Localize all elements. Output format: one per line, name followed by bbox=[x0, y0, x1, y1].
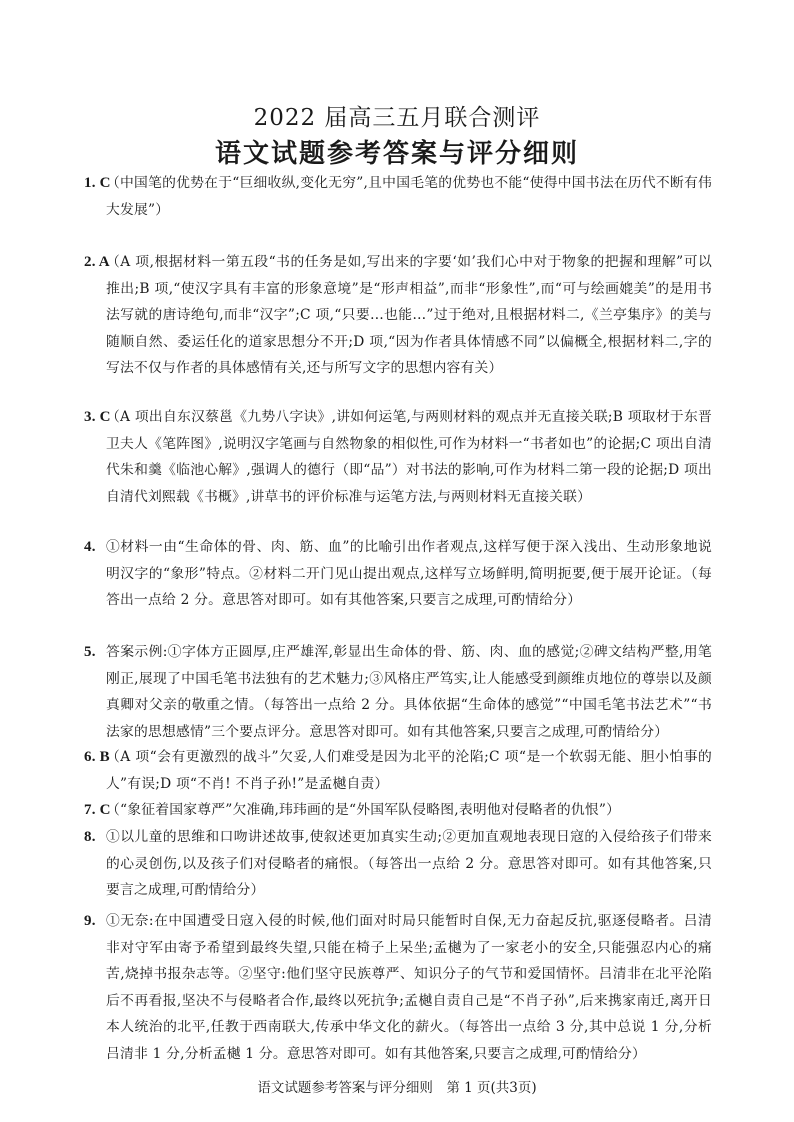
answer-text: （“象征着国家尊严”欠准确,玮玮画的是“外国军队侵略图,表明他对侵略者的仇恨”） bbox=[106, 802, 621, 818]
answer-item-7 bbox=[84, 797, 712, 824]
answer-number: 5. bbox=[84, 644, 96, 660]
answer-number: 3. C bbox=[84, 409, 111, 425]
answer-item-2 bbox=[84, 249, 712, 382]
answer-text: （A 项“会有更激烈的战斗”欠妥,人们难受是因为北平的沦陷;C 项“是一个软弱无能、胆小怕事的人”有误;D 项“不肖! 不肖子孙!”是孟樾自责） bbox=[106, 749, 712, 792]
answer-number: 2. A bbox=[84, 254, 110, 270]
answer-number: 7. C bbox=[84, 802, 111, 818]
page-footer: 语文试题参考答案与评分细则 第 1 页(共3页) bbox=[257, 1080, 537, 1096]
answer-text: ①无奈:在中国遭受日寇入侵的时候,他们面对时局只能暂时自保,无力奋起反抗,驱逐侵略者。吕清非对守军由寄予希望到最终失望,只能在椅子上呆坐;孟樾为了一家老小的安全,只能强忍内心的痛苦,烧掉书报杂志等。②坚守:他们坚守民族尊严、知识分子的气节和爱国情怀。吕清非在北平沦陷后不再看报,坚决不与侵略者合作,最终以死抗争;孟樾自责自己是“不肖子孙”,后来携家南迁,离开日本人统治的北平,任教于西南联大,传承中华文化的薪火。（每答出一点给 3 分,其中总说 1 分,分析吕清非 1 分,分析孟樾 1 分。意思答对即可。如有其他答案,只要言之成理,可酌情给分） bbox=[106, 913, 712, 1062]
answer-item-8 bbox=[84, 824, 712, 904]
answer-text: ①以儿童的思维和口吻讲述故事,使叙述更加真实生动;②更加直观地表现日寇的入侵给孩子们带来的心灵创伤,以及孩子们对侵略者的痛恨。（每答出一点给 2 分。意思答对即可。如有其他答案,只要言之成理,可酌情给分） bbox=[106, 829, 712, 898]
answer-text: （A 项出自东汉蔡邕《九势八字诀》,讲如何运笔,与两则材料的观点并无直接关联;B 项取材于东晋卫夫人《笔阵图》,说明汉字笔画与自然物象的相似性,可作为材料一“书者如也”的论据;C 项出自清代朱和羹《临池心解》,强调人的德行（即“品”）对书法的影响,可作为材料二第一段的论据;D 项出自清代刘熙载《书概》,讲草书的评价标准与运笔方法,与两则材料无直接关联） bbox=[106, 409, 712, 505]
answer-number: 8. bbox=[84, 829, 96, 845]
answer-text: （A 项,根据材料一第五段“书的任务是如,写出来的字要‘如’我们心中对于物象的把握和理解”可以推出;B 项,“使汉字具有丰富的形象意境”是“形声相益”,而非“形象性”,而“可与绘画媲美”的是用书法写就的唐诗绝句,而非“汉字”;C 项,“只要…也能…”过于绝对,且根据材料二,《兰亭集序》的美与随顺自然、委运任化的道家思想分不开;D 项,“因为作者具体情感不同”以偏概全,根据材料二,字的写法不仅与作者的具体感情有关,还与所写文字的思想内容有关） bbox=[106, 254, 712, 376]
answer-item-6 bbox=[84, 744, 712, 797]
answer-number: 6. B bbox=[84, 749, 110, 765]
answer-text: ①材料一由“生命体的骨、肉、筋、血”的比喻引出作者观点,这样写便于深入浅出、生动形象地说明汉字的“象形”特点。②材料二开门见山提出观点,这样写立场鲜明,简明扼要,便于展开论证。（每答出一点给 2 分。意思答对即可。如有其他答案,只要言之成理,可酌情给分） bbox=[106, 539, 712, 608]
answer-item-4 bbox=[84, 534, 712, 614]
answer-number: 9. bbox=[84, 913, 96, 929]
answer-item-5 bbox=[84, 639, 712, 745]
answer-item-1 bbox=[84, 170, 712, 223]
answer-item-3 bbox=[84, 404, 712, 510]
answer-number: 1. C bbox=[84, 175, 111, 191]
exam-title: 2022 届高三五月联合测评 bbox=[253, 105, 541, 131]
answer-text: （中国笔的优势在于“巨细收纵,变化无穷”,且中国毛笔的优势也不能“使得中国书法在历代不断有伟大发展”） bbox=[106, 175, 712, 218]
answer-number: 4. bbox=[84, 539, 96, 555]
answer-text: 答案示例:①字体方正圆厚,庄严雄浑,彰显出生命体的骨、筋、肉、血的感觉;②碑文结构严整,用笔刚正,展现了中国毛笔书法独有的艺术魅力;③风格庄严笃实,让人能感受到颜维贞地位的尊崇以及颜真卿对父亲的敬重之情。（每答出一点给 2 分。具体依据“生命体的感觉”“中国毛笔书法艺术”“书法家的思想感情”三个要点评分。意思答对即可。如有其他答案,只要言之成理,可酌情给分） bbox=[106, 644, 712, 740]
answer-item-9 bbox=[84, 908, 712, 1067]
document-subtitle: 语文试题参考答案与评分细则 bbox=[214, 139, 579, 169]
